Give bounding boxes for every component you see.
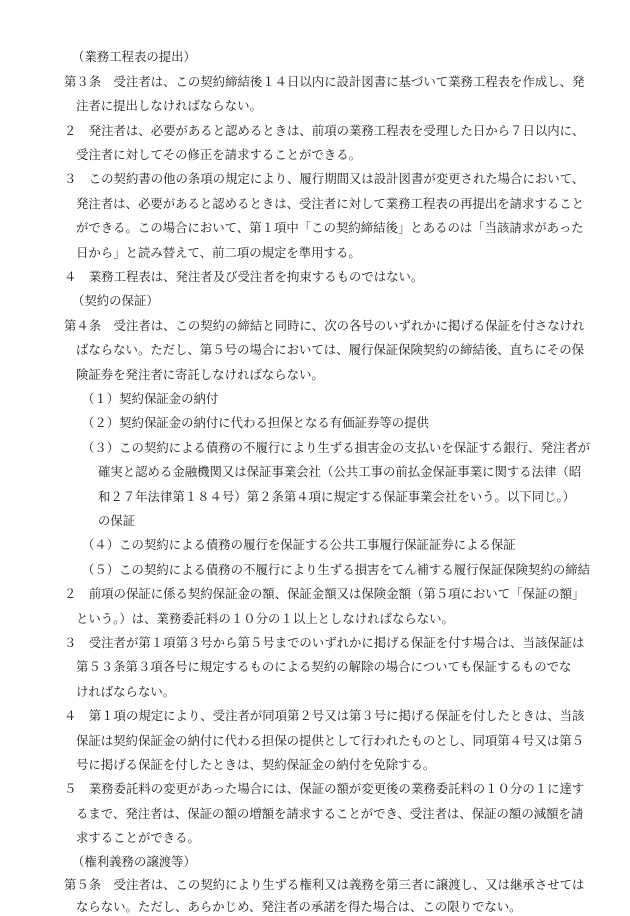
article-5-line-1: 第５条 受注者は、この契約により生ずる権利又は義務を第三者に譲渡し、又は継承させては [64,877,585,892]
article-4-line-1: 第４条 受注者は、この契約の締結と同時に、次の各号のいずれかに掲げる保証を付さなけれ [64,318,585,333]
article-4-item-3-line-1: （３）この契約による債務の不履行により生ずる損害金の支払いを保証する銀行、発注者が [82,440,591,455]
article-3-para-3-line-3: ができる。この場合において、第１項中「この契約締結後」とあるのは「当該請求があった [76,220,584,235]
article-3-line-2: 注者に提出しなければならない。 [76,98,262,113]
article-4-para-3-line-1: ３ 受注者が第１項第３号から第５号までのいずれかに掲げる保証を付す場合は、当該保証は [64,635,585,650]
article-4-para-4-line-3: 号に掲げる保証を付したときは、契約保証金の納付を免除する。 [76,757,436,772]
article-4-item-3-line-3: 和２７年法律第１８４号）第２条第４項に規定する保証事業会社をいう。以下同じ。） [98,489,576,504]
heading-article-4: （契約の保証） [72,293,159,308]
article-3-para-3-line-2: 発注者は、必要があると認めるときは、受注者に対して業務工程表の再提出を請求すること [76,196,585,211]
article-5-line-2: ならない。ただし、あらかじめ、発注者の承諾を得た場合は、この限りでない。 [76,899,522,914]
article-4-line-3: 険証券を発注者に寄託しなければならない。 [76,367,324,382]
article-3-para-4: ４ 業務工程表は、発注者及び受注者を拘束するものではない。 [64,269,424,284]
heading-article-5: （権利義務の譲渡等） [72,854,196,869]
article-3-para-3-line-1: ３ この契約書の他の条項の規定により、履行期間又は設計図書が変更された場合において、 [64,171,585,186]
heading-article-3: （業務工程表の提出） [72,49,196,64]
article-4-line-2: ばならない。ただし、第５号の場合においては、履行保証保険契約の締結後、直ちにその保 [76,342,585,357]
article-4-para-5-line-3: 求することができる。 [76,830,200,845]
article-4-para-4-line-1: ４ 第１項の規定により、受注者が同項第２号又は第３号に掲げる保証を付したときは、当該 [64,708,585,723]
article-3-line-1: 第３条 受注者は、この契約締結後１４日以内に設計図書に基づいて業務工程表を作成し、発 [64,74,585,89]
article-4-item-2: （２）契約保証金の納付に代わる担保となる有価証券等の提供 [82,415,429,430]
article-4-para-2-line-1: ２ 前項の保証に係る契約保証金の額、保証金額又は保険金額（第５項において「保証の額」 [64,586,585,601]
article-4-para-3-line-2: 第５３条第３項各号に規定するものによる契約の解除の場合についても保証するものでな [76,659,572,674]
article-4-para-5-line-1: ５ 業務委託料の変更があった場合には、保証の額が変更後の業務委託料の１０分の１に達す [64,781,585,796]
article-4-para-2-line-2: という。）は、業務委託料の１０分の１以上としなければならない。 [76,611,454,626]
article-4-item-1: （１）契約保証金の納付 [82,391,219,406]
article-4-item-4: （４）この契約による債務の履行を保証する公共工事履行保証証券による保証 [82,537,516,552]
article-4-para-5-line-2: るまで、発注者は、保証の額の増額を請求することができ、受注者は、保証の額の減額を請 [76,806,584,821]
article-4-para-4-line-2: 保証は契約保証金の納付に代わる担保の提供として行われたものとし、同項第４号又は第５ [76,733,585,748]
article-4-item-3-line-4: の保証 [98,513,136,528]
article-4-item-3-line-2: 確実と認める金融機関又は保証事業会社（公共工事の前払金保証事業に関する法律（昭 [98,464,582,479]
article-3-para-2-line-2: 受注者に対してその修正を請求することができる。 [76,147,361,162]
article-4-para-3-line-3: ければならない。 [76,684,176,699]
article-4-item-5: （５）この契約による債務の不履行により生ずる損害をてん補する履行保証保険契約の締結 [82,562,591,577]
article-3-para-2-line-1: ２ 発注者は、必要があると認めるときは、前項の業務工程表を受理した日から７日以内に、 [64,123,585,138]
article-3-para-3-line-4: 日から」と読み替えて、前二項の規定を準用する。 [76,245,361,260]
